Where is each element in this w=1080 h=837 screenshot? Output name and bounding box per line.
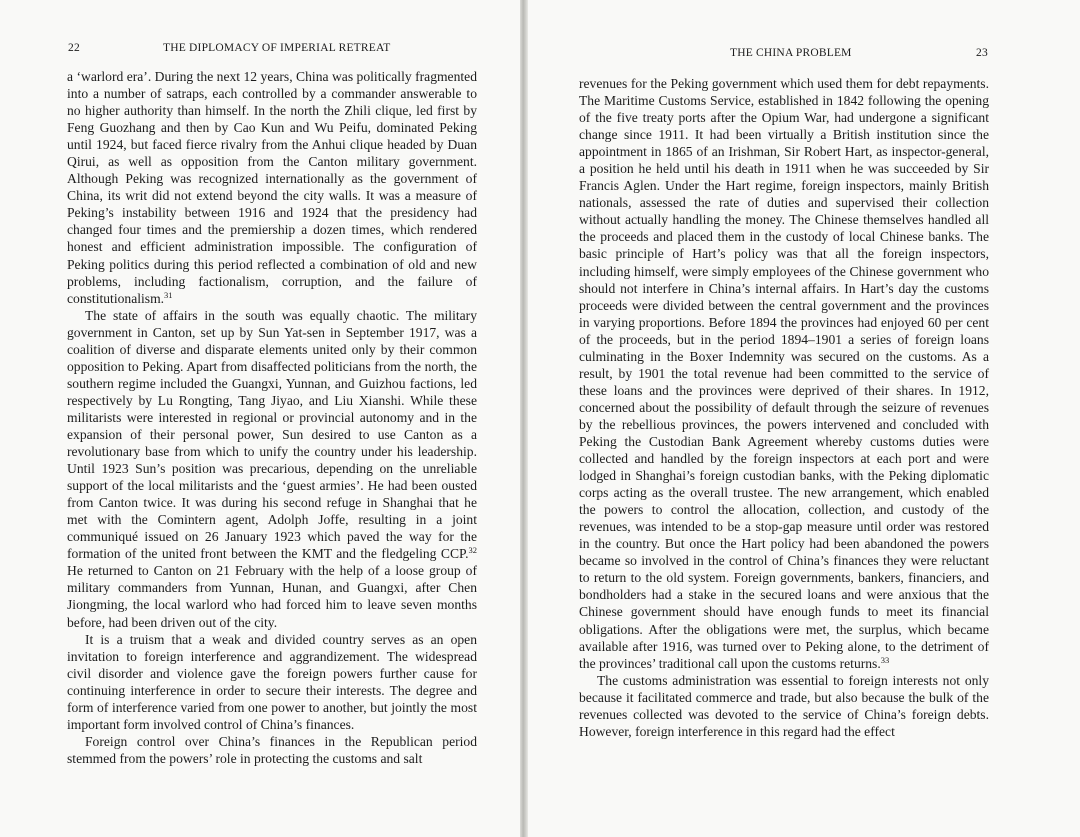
paragraph-text: a ‘warlord era’. During the next 12 years, China was politically fragmented into a number of satraps, each controlled by a commander answerable to no higher authority than himself. In the north the Zhili clique, led first by Feng Guozhang and then by Cao Kun and Wu Peifu, dominated Peking until 1924, but faced fierce rivalry from the Anhui clique headed by Duan Qirui, as well as opposition from the Canton military government. Although Peking was recognized internationally as the government of China, its writ did not extend beyond the city walls. It was a measure of Peking’s instability between 1916 and 1924 that the presidency had changed four times and the premiership a dozen times, which rendered honest and efficient administration impossible. The configuration of Peking politics during this period reflected a combination of old and new problems, including factionalism, corruption, and the failure of constitutionalism.: [67, 69, 477, 306]
paragraph: [67, 733, 477, 767]
page-number: 22: [68, 42, 80, 54]
paragraph: [67, 307, 477, 631]
paragraph: [579, 75, 989, 672]
footnote-marker: 31: [164, 289, 173, 300]
right-body-text: [579, 75, 989, 740]
paragraph-text: Foreign control over China’s finances in the Republican period stemmed from the powers’ role in protecting the customs and salt: [67, 733, 477, 766]
left-body-text: [67, 68, 477, 767]
running-head: THE CHINA PROBLEM: [730, 47, 852, 59]
paragraph-text: It is a truism that a weak and divided country serves as an open invitation to foreign interference and aggrandizement. The widespread civil disorder and violence gave the foreign powers further cause for continuing interference in order to secure their interests. The degree and form of interference varied from one power to another, but jointly the most important form involved control of China’s finances.: [67, 631, 477, 732]
paragraph: [67, 631, 477, 733]
footnote-marker: 32: [468, 545, 477, 556]
paragraph-text: The state of affairs in the south was equally chaotic. The military government in Canton, set up by Sun Yat-sen in September 1917, was a coalition of diverse and disparate elements united only by their common opposition to Peking. Apart from disaffected politicians from the north, the southern regime included the Guangxi, Yunnan, and Guizhou factions, led respectively by Lu Rongting, Tang Jiyao, and Liu Xianshi. While these militarists were interested in regional or provincial autonomy and in the expansion of their personal power, Sun desired to use Canton as a revolutionary base from which to unify the country under his leadership. Until 1923 Sun’s position was precarious, depending on the unreliable support of the local militarists and the ‘guest armies’. He had been ousted from Canton twice. It was during his second refuge in Shanghai that he met with the Comintern agent, Adolph Joffe, resulting in a joint communiqué issued on 26 January 1923 which paved the way for the formation of the united front between the KMT and the fledgeling CCP.: [67, 307, 477, 562]
paragraph-text: revenues for the Peking government which used them for debt repayments. The Maritime Customs Service, established in 1842 following the opening of the five treaty ports after the Opium War, had undergone a significant change since 1911. It had been virtually a British institution since the appointment in 1865 of an Irishman, Sir Robert Hart, as inspector-general, a position he held until his death in 1911 when he was succeeded by Sir Francis Aglen. Under the Hart regime, foreign inspectors, mainly British nationals, assessed the rate of duties and supervised their collection without actually handling the money. The Chinese themselves handled all the proceeds and placed them in the custody of local Chinese banks. The basic principle of Hart’s policy was that all the foreign inspectors, including himself, were simply employees of the Chinese government who should not interfere in China’s internal affairs. In Hart’s day the customs proceeds were divided between the central government and the provinces in varying proportions. Before 1894 the provinces had enjoyed 60 per cent of the proceeds, but in the period 1894–1901 a series of foreign loans culminating in the Boxer Indemnity was secured on the customs. As a result, by 1901 the total revenue had been committed to the service of these loans and the provinces were deprived of their shares. In 1912, concerned about the possibility of default through the seizure of revenues by the rebellious provinces, the powers intervened and concluded with Peking the Custodian Bank Agreement whereby customs duties were collected and handled by the foreign inspectors at each port and were lodged in Shanghai’s foreign custodian banks, with the Peking diplomatic corps acting as the overall trustee. The new arrangement, which enabled the powers to control the allocation, collection, and custody of the revenues, was intended to be a stop-gap measure until order was restored in the country. But once the Hart policy had been abandoned the powers became so involved in the control of China’s finances they were reluctant to return to the old system. Foreign governments, bankers, financiers, and bondholders had a stake in the secured loans and were anxious that the Chinese government should have enough funds to meet its financial obligations. After the obligations were met, the surplus, which became available after 1916, was turned over to Peking alone, to the detriment of the provinces’ traditional call upon the customs returns.: [579, 76, 989, 671]
left-page: [0, 0, 520, 837]
page-number: 23: [976, 47, 988, 59]
book-gutter: [520, 0, 528, 837]
footnote-marker: 33: [880, 654, 890, 665]
paragraph: [579, 672, 989, 740]
paragraph-text: The customs administration was essential to foreign interests not only because it facilitated commerce and trade, but also because the bulk of the revenues collected was devoted to the service of China’s foreign debts. However, foreign interference in this regard had the effect: [579, 672, 989, 739]
right-page: [528, 0, 1080, 837]
paragraph-text: He returned to Canton on 21 February with the help of a loose group of military commanders from Yunnan, Hunan, and Guangxi, after Chen Jiongming, the local warlord who had forced him to leave seven months before, had been driven out of the city.: [67, 563, 477, 630]
paragraph: [67, 68, 477, 307]
running-head: THE DIPLOMACY OF IMPERIAL RETREAT: [163, 42, 391, 54]
